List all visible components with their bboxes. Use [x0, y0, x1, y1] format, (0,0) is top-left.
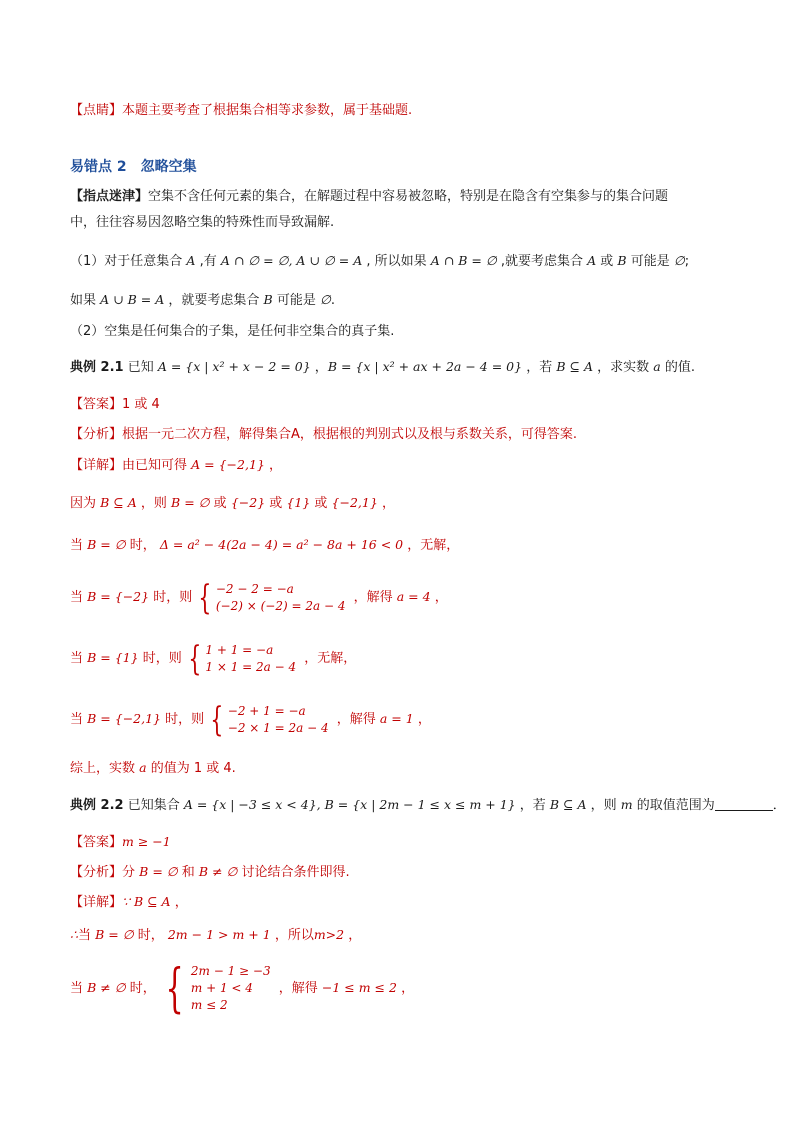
text: ． [772, 798, 786, 813]
text: 当 [70, 651, 88, 666]
text: 如果 [70, 293, 101, 308]
text: ，解得 [349, 590, 397, 605]
analysis-line-2 [70, 863, 350, 882]
rule-1-line-2 [70, 291, 335, 310]
text: ，无解， [300, 651, 357, 666]
left-brace: { [210, 699, 224, 740]
equation-row: (−2) × (−2) = 2a − 4 [215, 598, 346, 613]
math: a [139, 760, 147, 775]
equation-system [206, 699, 329, 740]
text: ， [396, 981, 415, 996]
answer-tag: 【答案】 [70, 397, 123, 412]
detail-line [70, 456, 282, 475]
text: ，则 [586, 798, 621, 813]
text: ，若 [515, 798, 550, 813]
math: m [620, 797, 633, 812]
text: ，则 [136, 496, 172, 511]
math: B = ∅ [139, 864, 178, 879]
detail-line-2 [70, 494, 395, 513]
answer-tag: 【答案】 [70, 835, 123, 850]
text: ， [413, 712, 431, 727]
text: 因为 [70, 496, 101, 511]
text: 时， [125, 981, 156, 996]
text: 时， [125, 538, 160, 553]
answer-line [70, 396, 160, 414]
math: B = {−2} [87, 589, 150, 604]
math: B ⊆ A [100, 495, 137, 510]
math: A ∩ ∅ = ∅, A ∪ ∅ = A [220, 253, 363, 268]
equation-row: −2 − 2 = −a [215, 581, 294, 596]
math: {−2,1} [331, 495, 378, 510]
example-2-2 [70, 796, 786, 815]
answer-blank [715, 810, 773, 811]
text: 或 [209, 496, 231, 511]
detail-line-9 [70, 958, 414, 1019]
math: B ≠ ∅ [198, 864, 238, 879]
equation-system [184, 638, 297, 679]
text: 的值. [660, 360, 695, 375]
text: 已知集合 [123, 798, 184, 813]
text: 或 [265, 496, 287, 511]
text: ; [684, 254, 690, 269]
math: A [186, 253, 196, 268]
text: 的取值范围为 [632, 798, 715, 813]
text: 讨论结合条件即得. [237, 865, 350, 880]
math: B = ∅ [171, 495, 210, 510]
detail-line-4 [70, 577, 448, 618]
text: 可能是 [626, 254, 674, 269]
equation-row: −2 × 1 = 2a − 4 [227, 720, 329, 735]
math: B = {x | x² + ax + 2a − 4 = 0} [327, 359, 523, 374]
tips-line-2: 中，往往容易因忽略空集的特殊性而导致漏解. [70, 215, 335, 230]
detail-line-3 [70, 536, 459, 555]
detail-line-5 [70, 638, 356, 679]
text: ， [310, 360, 328, 375]
math: B = {−2,1} [87, 711, 162, 726]
math: A = {x | −3 ≤ x < 4}, B = {x | 2m − 1 ≤ x ≤ m + 1} [183, 797, 516, 812]
math: B = {1} [87, 650, 139, 665]
left-brace: { [165, 958, 184, 1019]
text: ， [170, 895, 188, 910]
text: 时，则 [161, 712, 205, 727]
rule-2-line: （2）空集是任何集合的子集，是任何非空集合的真子集. [70, 324, 395, 339]
detail-line-8 [70, 926, 361, 945]
text: . [330, 293, 335, 308]
text: ，解得 [332, 712, 380, 727]
left-brace: { [198, 577, 212, 618]
text: ，若 [522, 360, 557, 375]
text: 当 [70, 538, 88, 553]
remark-line [70, 102, 412, 120]
detail-line-7 [70, 893, 188, 912]
text: ，求实数 [593, 360, 654, 375]
math: a [653, 359, 661, 374]
math: B ⊆ A [556, 359, 593, 374]
equation-row: −2 + 1 = −a [227, 703, 306, 718]
text: 或 [596, 254, 618, 269]
math: {−2} [230, 495, 266, 510]
math: −1 ≤ m ≤ 2 [321, 980, 397, 995]
text: ，无解， [403, 538, 460, 553]
math: 2m − 1 > m + 1 [167, 927, 271, 942]
equation-system [194, 577, 346, 618]
conclusion-line [70, 759, 236, 778]
math: B ≠ ∅ [87, 980, 126, 995]
analysis-text: 根据一元二次方程，解得集合A，根据根的判别式以及根与系数关系，可得答案. [122, 427, 578, 442]
inequality-system [158, 958, 271, 1019]
text: 的值为 1 或 4. [146, 761, 236, 776]
math: A = {−2,1} [191, 457, 265, 472]
text: ，就要考虑集合 [164, 293, 264, 308]
text: 当 [77, 928, 96, 943]
inequality-row: m ≤ 2 [190, 998, 228, 1012]
math: B [263, 292, 273, 307]
math: B ⊆ A [549, 797, 587, 812]
example-2-1 [70, 358, 695, 377]
example-label: 典例 2.2 [70, 798, 124, 813]
answer-text: 1 或 4 [122, 397, 160, 412]
text: ,就要考虑集合 [496, 254, 588, 269]
math: ∴ [70, 927, 78, 942]
detail-tag: 【详解】 [70, 895, 123, 910]
math: {1} [286, 495, 311, 510]
analysis-tag: 【分析】 [70, 865, 123, 880]
text: 分 [122, 865, 140, 880]
remark-tag: 【点睛】 [70, 103, 123, 118]
math: Δ = a² − 4(2a − 4) = a² − 8a + 16 < 0 [159, 537, 404, 552]
text: 时，则 [149, 590, 193, 605]
text: ， [377, 496, 395, 511]
text: , 所以如果 [362, 254, 431, 269]
rule-1-line [70, 252, 689, 271]
math: A = {x | x² + x − 2 = 0} [157, 359, 311, 374]
analysis-tag: 【分析】 [70, 427, 123, 442]
remark-text: 本题主要考查了根据集合相等求参数，属于基础题. [122, 103, 413, 118]
text: 时， [133, 928, 168, 943]
math: B = ∅ [95, 927, 134, 942]
detail-tag: 【详解】 [70, 458, 123, 473]
section-heading: 易错点 2 忽略空集 [70, 159, 197, 175]
math: a = 1 [379, 711, 414, 726]
math: B = ∅ [87, 537, 126, 552]
math: A ∩ B = ∅ [430, 253, 497, 268]
text: ,有 [195, 254, 221, 269]
equation-row: 1 + 1 = −a [205, 642, 274, 657]
tips-tag: 【指点迷津】 [70, 189, 149, 204]
text: 当 [70, 712, 88, 727]
example-label: 典例 2.1 [70, 360, 124, 375]
math: A ∪ B = A [100, 292, 165, 307]
text: 当 [70, 590, 88, 605]
text: 综上，实数 [70, 761, 140, 776]
math: B [617, 253, 627, 268]
detail-line-6 [70, 699, 431, 740]
text: 时，则 [138, 651, 182, 666]
math: m ≥ −1 [122, 834, 171, 849]
text: 和 [177, 865, 199, 880]
math: ∅ [673, 253, 685, 268]
inequality-row: m + 1 < 4 [190, 981, 253, 995]
text: 已知 [123, 360, 158, 375]
text: ， [430, 590, 448, 605]
text: （1）对于任意集合 [70, 254, 187, 269]
math: ∅ [319, 292, 331, 307]
text: ， [344, 928, 362, 943]
text: 或 [310, 496, 332, 511]
math: a = 4 [396, 589, 431, 604]
tips-line [70, 188, 668, 206]
answer-line-2 [70, 833, 171, 852]
inequality-row: 2m − 1 ≥ −3 [190, 964, 271, 978]
tips-text: 空集不含任何元素的集合，在解题过程中容易被忽略，特别是在隐含有空集参与的集合问题 [148, 189, 669, 204]
text: 可能是 [272, 293, 320, 308]
text: ，解得 [274, 981, 322, 996]
equation-row: 1 × 1 = 2a − 4 [205, 659, 297, 674]
text: ， [264, 458, 283, 473]
text: 当 [70, 981, 88, 996]
math: A [587, 253, 597, 268]
math: m>2 [313, 927, 345, 942]
text: 由已知可得 [122, 458, 192, 473]
analysis-line [70, 426, 577, 444]
left-brace: { [188, 638, 202, 679]
math: ∵ B ⊆ A [122, 894, 171, 909]
text: ，所以 [270, 928, 314, 943]
